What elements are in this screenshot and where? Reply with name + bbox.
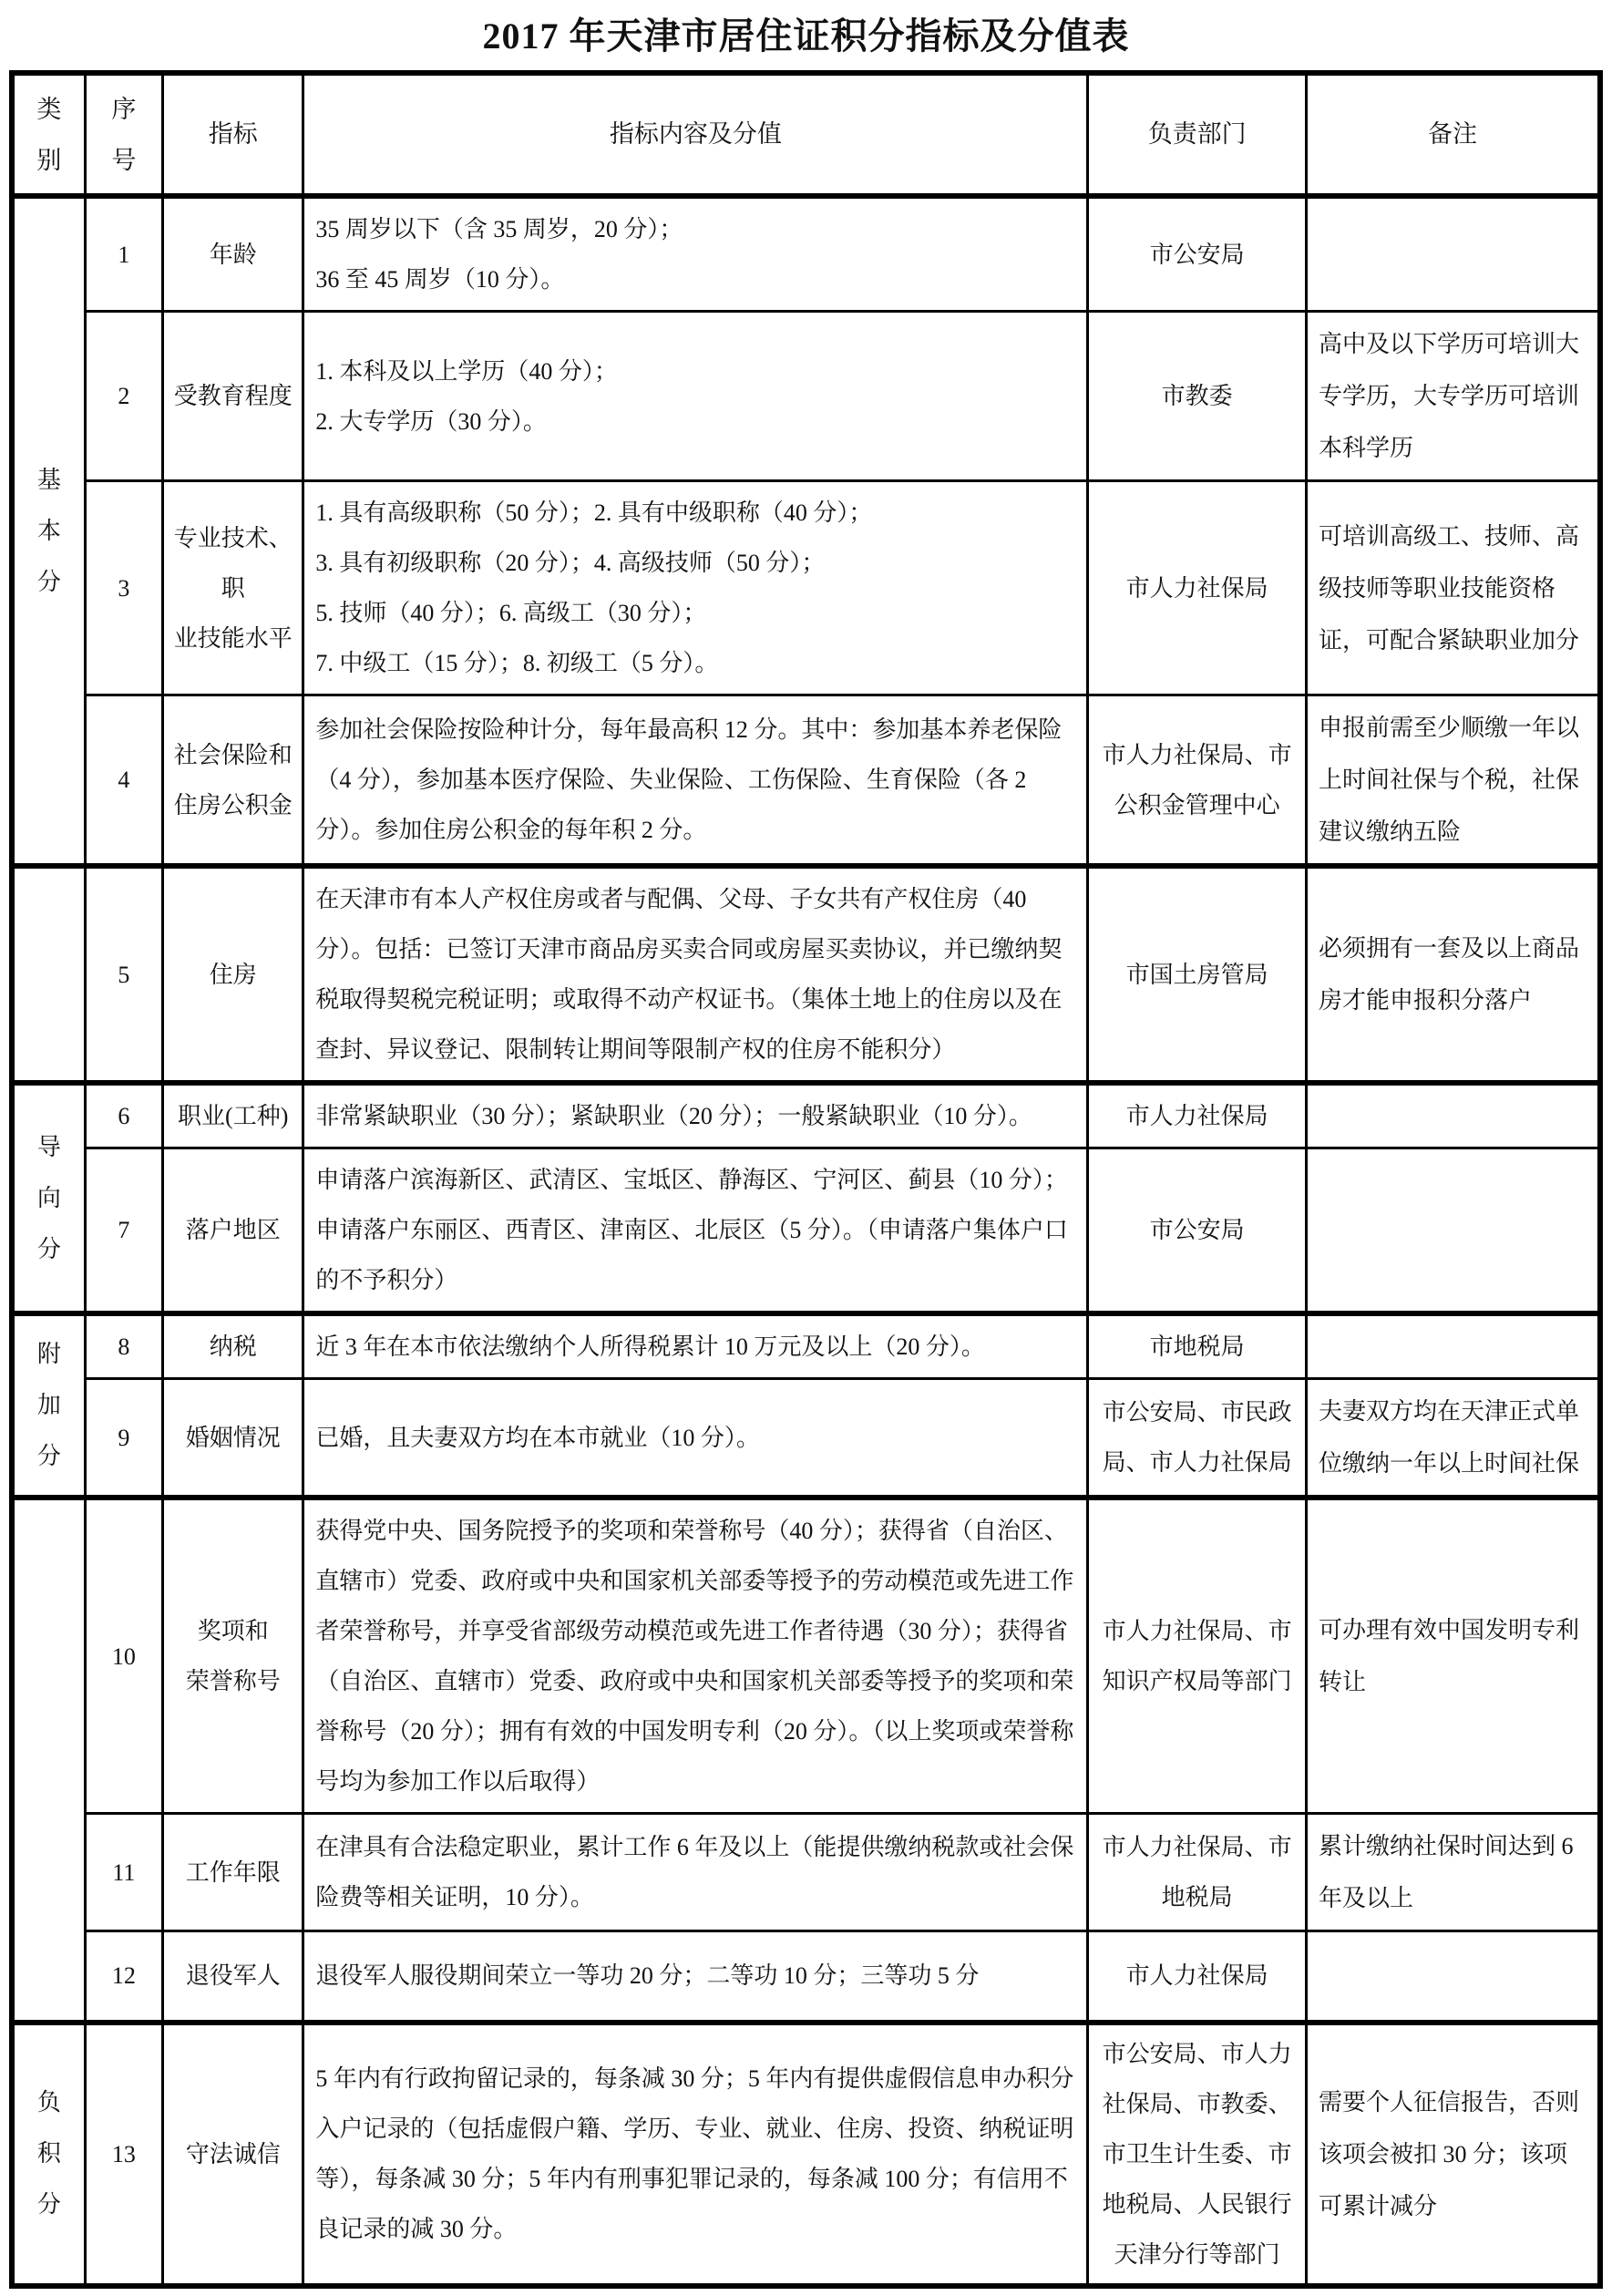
- content-paragraph: 35 周岁以下（含 35 周岁，20 分）；: [315, 216, 683, 242]
- document-page: [0, 7, 1612, 2289]
- content-cell: [303, 1814, 1088, 1931]
- header-remarks: 备注: [1307, 73, 1600, 196]
- content-paragraph: 申请落户滨海新区、武清区、宝坻区、静海区、宁河区、蓟县（10 分）；: [315, 1167, 1068, 1193]
- department-cell: 市教委: [1088, 312, 1307, 481]
- row-number: 12: [85, 1931, 162, 2023]
- remarks-cell: [1307, 1931, 1600, 2023]
- content-paragraph: 1. 本科及以上学历（40 分）；: [315, 357, 618, 385]
- department-cell: 市公安局: [1088, 1148, 1307, 1314]
- content-cell: [303, 1083, 1088, 1148]
- remarks-cell: 累计缴纳社保时间达到 6 年及以上: [1307, 1814, 1600, 1931]
- remarks-cell: [1307, 196, 1600, 312]
- indicator-cell: [163, 2023, 303, 2286]
- remarks-cell: [1307, 1083, 1600, 1148]
- table-row: [12, 1083, 1600, 1148]
- row-number: 7: [85, 1148, 162, 1314]
- row-number: 6: [85, 1083, 162, 1148]
- content-cell: [303, 312, 1088, 481]
- content-paragraph: 2. 大专学历（30 分）。: [315, 407, 547, 435]
- table-row: [12, 1931, 1600, 2023]
- indicator-line: 纳税: [209, 1333, 257, 1360]
- row-number: 4: [85, 695, 162, 867]
- indicator-line: 婚姻情况: [185, 1424, 281, 1451]
- content-cell: [303, 1313, 1088, 1379]
- header-indicator: 指标: [163, 73, 303, 196]
- indicator-cell: [163, 866, 303, 1083]
- content-paragraph: 7. 中级工（15 分）；8. 初级工（5 分）。: [315, 650, 719, 676]
- table-row: [12, 1148, 1600, 1314]
- table-row: [12, 1379, 1600, 1498]
- remarks-cell: 需要个人征信报告，否则该项会被扣 30 分；该项可累计减分: [1307, 2023, 1600, 2286]
- content-paragraph: 近 3 年在本市依法缴纳个人所得税累计 10 万元及以上（20 分）。: [315, 1333, 985, 1360]
- content-paragraph: 5. 技师（40 分）；6. 高级工（30 分）；: [315, 600, 707, 626]
- indicator-line: 退役军人: [185, 1962, 281, 1990]
- indicator-line: 年龄: [209, 241, 257, 268]
- indicator-line: 业技能水平: [173, 624, 293, 652]
- category-cell: 基 本 分: [12, 196, 85, 866]
- department-cell: 市公安局、市民政局、市人力社保局: [1088, 1379, 1307, 1498]
- table-row: [12, 695, 1600, 867]
- content-cell: [303, 866, 1088, 1083]
- indicator-line: 专业技术、职: [173, 524, 293, 602]
- department-cell: 市人力社保局、市地税局: [1088, 1814, 1307, 1931]
- content-cell: [303, 1148, 1088, 1314]
- department-cell: 市人力社保局: [1088, 1931, 1307, 2023]
- category-cell: 负 积 分: [12, 2023, 85, 2286]
- department-cell: 市人力社保局、市知识产权局等部门: [1088, 1498, 1307, 1814]
- content-paragraph: 在天津市有本人产权住房或者与配偶、父母、子女共有产权住房（40 分）。包括：已签订天津市商品房买卖合同或房屋买卖协议，并已缴纳契税取得契税完税证明；或取得不动产权证书。（集体土地上的住房以及在查封、异议登记、限制转让期间等限制产权的住房不能积分）: [315, 886, 1063, 1063]
- indicator-line: 落户地区: [185, 1217, 281, 1243]
- table-body: [12, 73, 1600, 2286]
- row-number: 9: [85, 1379, 162, 1498]
- remarks-cell: 可培训高级工、技师、高级技师等职业技能资格证，可配合紧缺职业加分: [1307, 481, 1600, 695]
- department-cell: 市公安局: [1088, 196, 1307, 312]
- content-cell: [303, 695, 1088, 867]
- table-row: [12, 1313, 1600, 1379]
- table-row: [12, 481, 1600, 695]
- department-cell: 市公安局、市人力社保局、市教委、市卫生计生委、市地税局、人民银行天津分行等部门: [1088, 2023, 1307, 2286]
- remarks-cell: 高中及以下学历可培训大专学历，大专学历可培训本科学历: [1307, 312, 1600, 481]
- indicator-cell: [163, 1814, 303, 1931]
- content-paragraph: 在津具有合法稳定职业，累计工作 6 年及以上（能提供缴纳税款或社会保险费等相关证明，10 分）。: [315, 1834, 1074, 1910]
- indicator-cell: [163, 1313, 303, 1379]
- content-paragraph: 5 年内有行政拘留记录的，每条减 30 分；5 年内有提供虚假信息申办积分入户记录的（包括虚假户籍、学历、专业、就业、住房、投资、纳税证明等），每条减 30 分；5 年内有刑事犯罪记录的，每条减 100 分；有信用不良记录的减 30 分。: [315, 2065, 1074, 2242]
- table-header-row: [12, 73, 1600, 196]
- content-cell: [303, 1498, 1088, 1814]
- table-row: [12, 1498, 1600, 1814]
- department-cell: 市地税局: [1088, 1313, 1307, 1379]
- indicator-cell: [163, 1083, 303, 1148]
- header-content: 指标内容及分值: [303, 73, 1088, 196]
- row-number: 8: [85, 1313, 162, 1379]
- row-number: 10: [85, 1498, 162, 1814]
- department-cell: 市国土房管局: [1088, 866, 1307, 1083]
- content-cell: [303, 1379, 1088, 1498]
- content-paragraph: 申请落户东丽区、西青区、津南区、北辰区（5 分）。（申请落户集体户口的不予积分）: [315, 1217, 1068, 1293]
- content-paragraph: 3. 具有初级职称（20 分）；4. 高级技师（50 分）；: [315, 550, 826, 576]
- category-cell: [12, 1498, 85, 2023]
- row-number: 1: [85, 196, 162, 312]
- category-cell: [12, 866, 85, 1083]
- indicator-cell: [163, 1148, 303, 1314]
- department-cell: 市人力社保局: [1088, 1083, 1307, 1148]
- indicator-cell: [163, 1498, 303, 1814]
- category-cell: 导 向 分: [12, 1083, 85, 1313]
- table-row: [12, 866, 1600, 1083]
- points-table: [9, 70, 1603, 2289]
- indicator-cell: [163, 481, 303, 695]
- indicator-line: 守法诚信: [185, 2140, 281, 2167]
- category-cell: 附 加 分: [12, 1313, 85, 1498]
- remarks-cell: 申报前需至少顺缴一年以上时间社保与个税，社保建议缴纳五险: [1307, 695, 1600, 867]
- indicator-line: 社会保险和: [173, 741, 293, 768]
- department-cell: 市人力社保局: [1088, 481, 1307, 695]
- content-paragraph: 非常紧缺职业（30 分）；紧缺职业（20 分）；一般紧缺职业（10 分）。: [315, 1103, 1032, 1129]
- table-row: [12, 2023, 1600, 2286]
- indicator-line: 工作年限: [185, 1858, 281, 1886]
- remarks-cell: 夫妻双方均在天津正式单位缴纳一年以上时间社保: [1307, 1379, 1600, 1498]
- indicator-line: 受教育程度: [173, 383, 293, 409]
- indicator-cell: [163, 312, 303, 481]
- row-number: 11: [85, 1814, 162, 1931]
- row-number: 13: [85, 2023, 162, 2286]
- remarks-cell: [1307, 1313, 1600, 1379]
- indicator-cell: [163, 196, 303, 312]
- indicator-cell: [163, 1931, 303, 2023]
- indicator-cell: [163, 695, 303, 867]
- content-paragraph: 参加社会保险按险种计分，每年最高积 12 分。其中：参加基本养老保险（4 分），参加基本医疗保险、失业保险、工伤保险、生育保险（各 2 分）。参加住房公积金的每年积 2 分。: [315, 716, 1063, 843]
- page-title: 2017 年天津市居住证积分指标及分值表: [482, 15, 1130, 57]
- department-cell: 市人力社保局、市公积金管理中心: [1088, 695, 1307, 867]
- remarks-cell: 可办理有效中国发明专利转让: [1307, 1498, 1600, 1814]
- table-row: [12, 1814, 1600, 1931]
- header-category: 类 别: [12, 73, 85, 196]
- content-paragraph: 36 至 45 周岁（10 分）。: [315, 266, 565, 293]
- content-paragraph: 退役军人服役期间荣立一等功 20 分；二等功 10 分；三等功 5 分: [315, 1962, 980, 1990]
- content-cell: [303, 196, 1088, 312]
- table-row: [12, 196, 1600, 312]
- indicator-line: 住房: [209, 961, 257, 988]
- indicator-line: 荣誉称号: [185, 1668, 281, 1694]
- indicator-line: 职业(工种): [178, 1103, 289, 1129]
- content-paragraph: 1. 具有高级职称（50 分）；2. 具有中级职称（40 分）；: [315, 499, 873, 526]
- content-paragraph: 获得党中央、国务院授予的奖项和荣誉称号（40 分）；获得省（自治区、直辖市）党委、政府或中央和国家机关部委等授予的劳动模范或先进工作者荣誉称号，并享受省部级劳动模范或先进工作者待遇（30 分）；获得省（自治区、直辖市）党委、政府或中央和国家机关部委等授予的奖项和荣誉称号（20 分）；拥有有效的中国发明专利（20 分）。（以上奖项或荣誉称号均为参加工作以后取得）: [315, 1518, 1074, 1795]
- content-cell: [303, 481, 1088, 695]
- indicator-cell: [163, 1379, 303, 1498]
- remarks-cell: [1307, 1148, 1600, 1314]
- content-cell: [303, 1931, 1088, 2023]
- row-number: 3: [85, 481, 162, 695]
- content-cell: [303, 2023, 1088, 2286]
- content-paragraph: 已婚，且夫妻双方均在本市就业（10 分）。: [315, 1424, 760, 1451]
- remarks-cell: 必须拥有一套及以上商品房才能申报积分落户: [1307, 866, 1600, 1083]
- indicator-line: 奖项和: [197, 1618, 269, 1644]
- row-number: 2: [85, 312, 162, 481]
- header-no: 序 号: [85, 73, 162, 196]
- row-number: 5: [85, 866, 162, 1083]
- header-department: 负责部门: [1088, 73, 1307, 196]
- table-row: [12, 312, 1600, 481]
- indicator-line: 住房公积金: [173, 791, 293, 819]
